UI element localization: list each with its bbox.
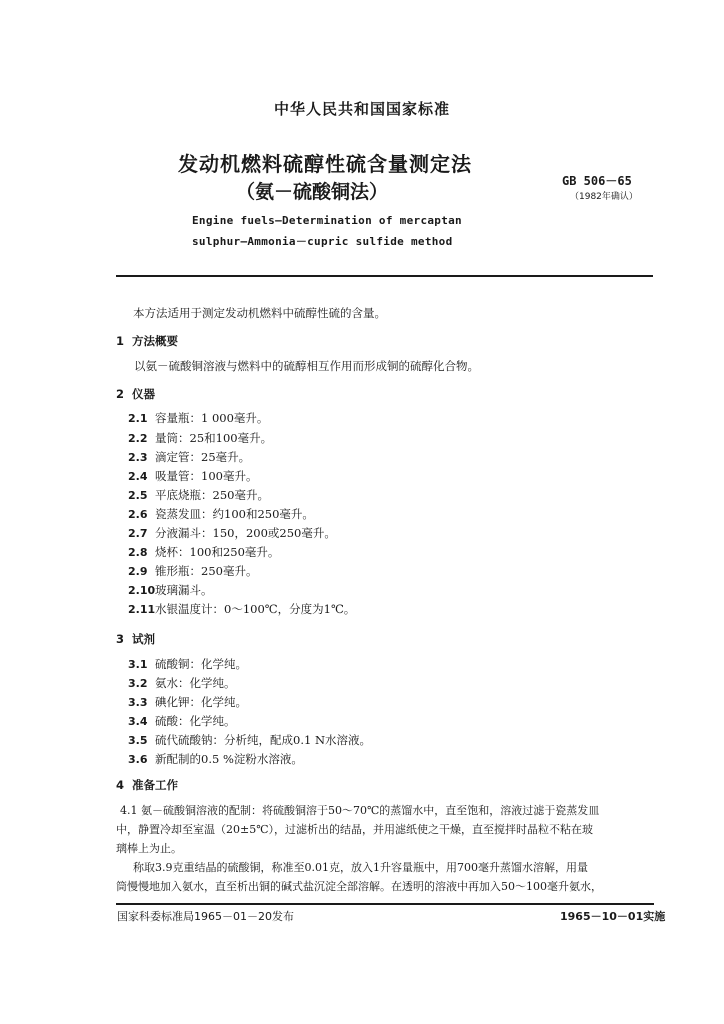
section-4-heading (116, 777, 178, 793)
list-item: 2.8 烧杯：100和250毫升。 (128, 545, 280, 559)
list-item: 3.6 新配制的0.5 %淀粉水溶液。 (128, 752, 303, 766)
list-item: 2.10玻璃漏斗。 (128, 583, 213, 597)
section-title: 试剂 (132, 632, 156, 646)
list-item: 2.9 锥形瓶：250毫升。 (128, 564, 258, 578)
list-item: 2.1 容量瓶：1 000毫升。 (128, 411, 269, 425)
list-item: 3.4 硫酸：化学纯。 (128, 714, 236, 728)
list-item: 2.5 平底烧瓶：250毫升。 (128, 488, 269, 502)
paragraph-line: 4.1 氨－硫酸铜溶液的配制：将硫酸铜溶于50～70℃的蒸馏水中，直至饱和，溶液过滤于瓷蒸发皿 (120, 804, 600, 817)
intro-paragraph: 本方法适用于测定发动机燃料中硫醇性硫的含量。 (133, 306, 386, 320)
english-title-line1: Engine fuels—Determination of mercaptan (192, 214, 462, 227)
list-item: 3.3 碘化钾：化学纯。 (128, 695, 247, 709)
english-title-line2: sulphur—Ammonia－cupric sulfide method (192, 235, 453, 248)
footer-divider (116, 903, 654, 905)
list-item: 2.6 瓷蒸发皿：约100和250毫升。 (128, 507, 314, 521)
paragraph-line: 称取3.9克重结晶的硫酸铜，称准至0.01克，放入1升容量瓶中，用700毫升蒸馏水溶解，用量 (133, 861, 588, 874)
paragraph-line: 璃棒上为止。 (116, 842, 182, 855)
section-number: 2 (116, 387, 125, 401)
list-item: 2.11水银温度计：0～100℃，分度为1℃。 (128, 602, 356, 616)
section-2-heading (116, 386, 155, 402)
section-title: 方法概要 (132, 334, 179, 348)
section-title: 仪器 (132, 387, 156, 401)
list-item: 2.3 滴定管：25毫升。 (128, 450, 251, 464)
list-item: 2.2 量筒：25和100毫升。 (128, 431, 273, 445)
paragraph-line: 中，静置冷却至室温（20±5℃），过滤析出的结晶，并用滤纸使之干燥，直至搅拌时晶粒不粘在玻 (116, 823, 594, 836)
list-item: 3.5 硫代硫酸钠：分析纯，配成0.1 N水溶液。 (128, 733, 372, 747)
section-1-heading (116, 333, 178, 349)
section-3-heading (116, 631, 155, 647)
section-number: 1 (116, 334, 125, 348)
list-item: 3.1 硫酸铜：化学纯。 (128, 657, 247, 671)
list-item: 3.2 氨水：化学纯。 (128, 676, 236, 690)
section-title: 准备工作 (132, 778, 179, 792)
national-standard-label: 中华人民共和国国家标准 (273, 100, 450, 118)
implementation-date: 1965－10－01实施 (560, 910, 666, 923)
document-title: 发动机燃料硫醇性硫含量测定法 (178, 152, 472, 176)
section-1-text: 以氨－硫酸铜溶液与燃料中的硫醇相互作用而形成铜的硫醇化合物。 (134, 359, 479, 373)
list-item: 2.7 分液漏斗：150，200或250毫升。 (128, 526, 336, 540)
section-number: 3 (116, 632, 125, 646)
confirmation-note: （1982年确认） (570, 192, 638, 202)
document-subtitle: （氨－硫酸铜法） (236, 181, 389, 203)
header-divider (116, 275, 653, 277)
issue-date: 国家科委标准局1965－01－20发布 (117, 910, 294, 923)
list-item: 2.4 吸量管：100毫升。 (128, 469, 258, 483)
paragraph-line: 筒慢慢地加入氨水，直至析出铜的碱式盐沉淀全部溶解。在透明的溶液中再加入50～100毫升氨水， (116, 880, 602, 893)
standard-code: GB 506－65 (562, 174, 632, 188)
section-number: 4 (116, 778, 125, 792)
